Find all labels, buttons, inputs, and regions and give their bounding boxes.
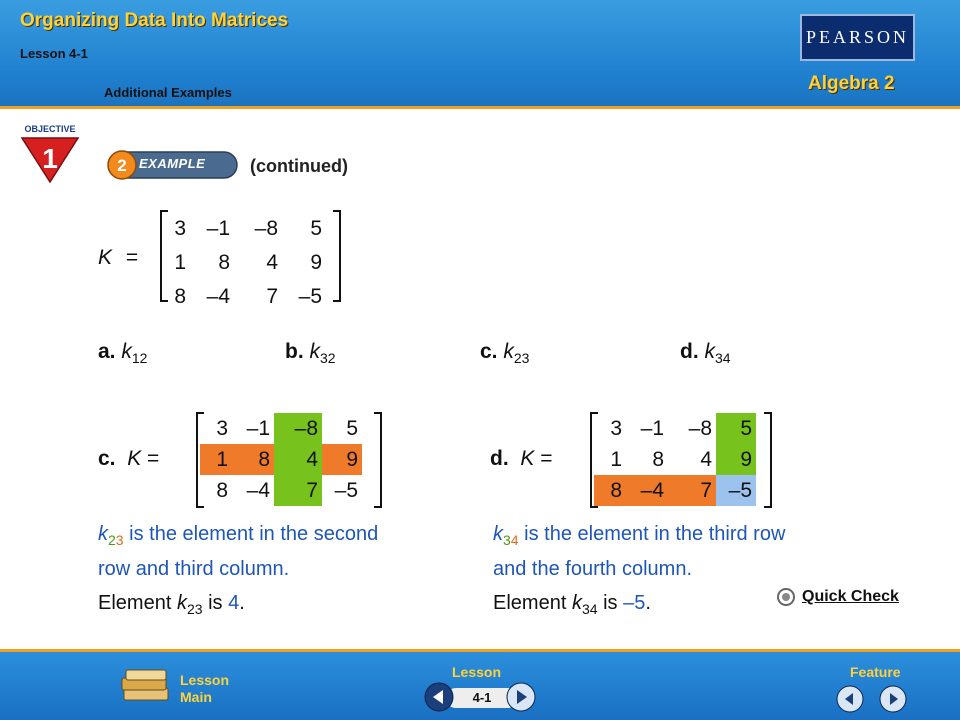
lesson-next-button[interactable] (506, 682, 536, 712)
header-divider (0, 106, 960, 109)
part-c-left-bracket (196, 412, 204, 508)
part-c-answer: Element $k_{23}$ is 4. (98, 592, 245, 617)
part-c-matrix-cell: –8 (274, 413, 322, 444)
part-c-right-bracket (374, 412, 382, 508)
matrix-cell: –8 (254, 217, 278, 240)
footer-feature-label: Feature (850, 664, 901, 680)
matrix-cell: 1 (174, 251, 186, 274)
matrix-cell: –1 (206, 217, 230, 240)
header-bar (0, 0, 960, 108)
part-c: c. $k_{23}$ (480, 340, 530, 367)
part-c-matrix-cell: –1 (246, 417, 270, 440)
part-d-right-bracket (764, 412, 772, 508)
part-d-matrix-cell: –8 (688, 417, 712, 440)
objective-badge (18, 124, 82, 184)
part-a: a. $k_{12}$ (98, 340, 148, 367)
matrix-cell: 7 (266, 285, 278, 308)
matrix-right-bracket (333, 210, 341, 302)
part-d: d. $k_{34}$ (680, 340, 731, 367)
part-d-matrix-cell: 1 (610, 448, 622, 471)
part-d-matrix-cell: 8 (652, 448, 664, 471)
matrix-label (98, 246, 138, 270)
part-d-matrix-cell: 5 (716, 413, 756, 444)
matrix-cell: 4 (266, 251, 278, 274)
section-label: Additional Examples (104, 85, 232, 100)
part-d-answer: Element $k_{34}$ is –5. (493, 592, 651, 617)
page-title: Organizing Data Into Matrices (20, 10, 289, 31)
quick-check-icon (776, 587, 796, 607)
objective-number: 1 (42, 143, 58, 174)
part-d-matrix-label: d. K = (490, 447, 553, 470)
part-c-description: $k_{23}$ is the element in the second row and third column. (98, 523, 379, 580)
footer-divider (0, 649, 960, 652)
part-d-matrix-cell: –4 (626, 475, 668, 506)
objective-icon (18, 124, 82, 184)
part-d-matrix-cell: 4 (700, 448, 712, 471)
part-c-matrix-cell: 3 (216, 417, 228, 440)
part-c-matrix-cell: 1 (200, 444, 232, 475)
objective-label: OBJECTIVE (24, 124, 76, 134)
part-c-matrix-cell: 8 (216, 479, 228, 502)
pearson-logo: PEARSON (800, 14, 915, 61)
quick-check-link[interactable]: Quick Check (776, 587, 899, 607)
part-d-description: $k_{34}$ is the element in the third row and the fourth column. (493, 523, 786, 580)
matrix-grid (160, 212, 322, 314)
continued-label: (continued) (250, 156, 348, 176)
lesson-label: Lesson 4-1 (20, 46, 88, 61)
lesson-prev-button[interactable] (424, 682, 454, 712)
example-number: 2 (117, 156, 127, 175)
lesson-number-pill: 4-1 (446, 688, 518, 708)
part-d-matrix-cell: –1 (640, 417, 664, 440)
part-d-matrix-cell: 8 (594, 475, 626, 506)
matrix-cell: 8 (174, 285, 186, 308)
part-c-matrix-cell: 9 (322, 444, 362, 475)
part-d-left-bracket (590, 412, 598, 508)
matrix-cell: –5 (298, 285, 322, 308)
course-title: Algebra 2 (808, 73, 895, 94)
part-c-matrix-cell: –5 (334, 479, 358, 502)
lesson-main-link[interactable]: Lesson Main (180, 672, 230, 705)
feature-next-button[interactable] (878, 684, 908, 714)
part-c-matrix-cell: 8 (232, 444, 274, 475)
matrix-equals: = (125, 246, 139, 269)
example-label: EXAMPLE (139, 156, 206, 171)
matrix-cell: –4 (206, 285, 230, 308)
part-c-matrix-label: c. K = (98, 447, 160, 470)
lesson-main-books-icon[interactable] (118, 666, 174, 710)
matrix-name: K (98, 246, 113, 269)
footer-bar (0, 652, 960, 720)
part-c-matrix-cell: 4 (274, 444, 322, 475)
matrix-cell: 9 (310, 251, 322, 274)
part-b: b. $k_{32}$ (285, 340, 336, 367)
matrix-cell: 8 (218, 251, 230, 274)
feature-prev-button[interactable] (835, 684, 865, 714)
matrix-cell: 3 (174, 217, 186, 240)
part-c-matrix-cell: 7 (274, 475, 322, 506)
matrix-cell: 5 (310, 217, 322, 240)
part-d-matrix-cell: –5 (716, 475, 756, 506)
part-c-matrix-cell: –4 (246, 479, 270, 502)
part-d-matrix-cell: 3 (610, 417, 622, 440)
part-c-matrix-cell: 5 (346, 417, 358, 440)
part-d-matrix-cell: 9 (716, 444, 756, 475)
footer-lesson-label: Lesson (452, 664, 502, 680)
part-d-matrix-cell: 7 (668, 475, 716, 506)
